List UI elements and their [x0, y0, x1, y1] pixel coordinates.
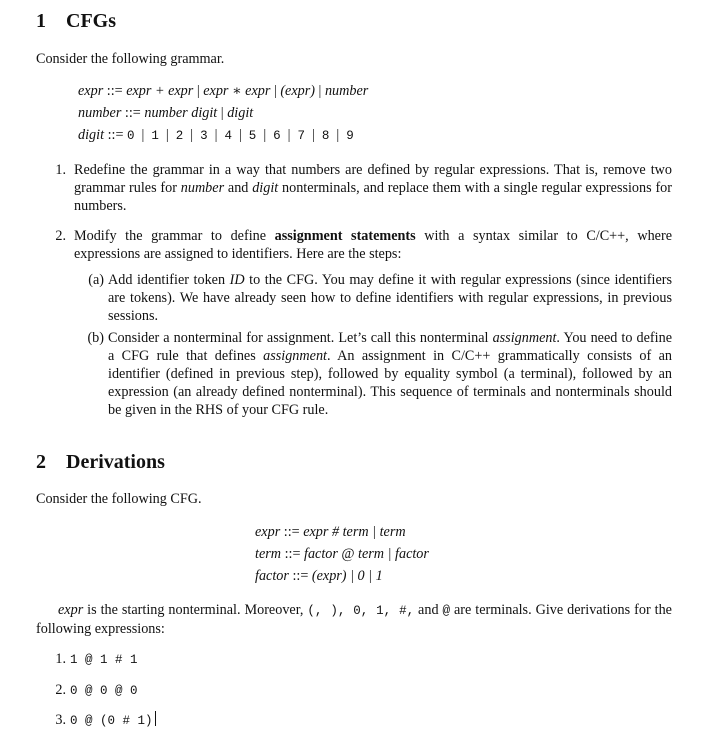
list-item: 1. Redefine the grammar in a way that numbers are defined by regular expressions. That is, remove two grammar rules for number and digit nonterminals, and replace them with a single regular expressions for numbers.: [55, 162, 672, 214]
grammar-rule-term: term ::= factor @ term | factor: [255, 546, 429, 562]
section-1-heading: [36, 9, 116, 33]
grammar-rule-factor: factor ::= (expr) | 0 | 1: [255, 568, 383, 584]
list-item: 3. 0 @ (0 # 1): [46, 711, 156, 730]
section-1-title: CFGs: [66, 10, 116, 32]
sub-item: (a) Add identifier token ID to the CFG. You may define it with regular expressions (since identifiers are tokens). We have already seen how to define identifiers with regular expressions, in previous sessions.: [88, 272, 673, 324]
text-cursor: [155, 711, 157, 726]
list-item: 2. 0 @ 0 @ 0: [55, 682, 138, 698]
section-1-number: 1: [36, 10, 46, 32]
list-item: 1. 1 @ 1 # 1: [55, 651, 138, 667]
grammar-rule-number: number ::= number digit | digit: [78, 105, 254, 121]
section-2-intro: Consider the following CFG.: [36, 491, 202, 507]
section-2-number: 2: [36, 451, 46, 473]
grammar-rule-digit: digit ::= 0 | 1 | 2 | 3 | 4 | 5 | 6 | 7 | 8 | 9: [78, 127, 354, 143]
grammar-1: [78, 80, 368, 146]
section-2-heading: [36, 450, 165, 474]
section-2-title: Derivations: [66, 451, 165, 473]
section-1-intro: Consider the following grammar.: [36, 51, 225, 67]
sub-item: (b) Consider a nonterminal for assignment. Let’s call this nonterminal assignment. You need to define a CFG rule that defines assignment. An assignment in C/C++ grammatically consists of an identifier (defined in previous step), followed by equality symbol (a terminal), followed by an expression (an already defined nonterminal). This sequence of terminals and nonterminals should be given in the RHS of your CFG rule.: [87, 330, 672, 418]
section-1-list: [36, 161, 672, 419]
list-item: 2. Modify the grammar to define assignment statements with a syntax similar to C/C++, where expressions are assigned to identifiers. Here are the steps: (a) Add identifier token ID to the CFG. You may define it with regular expressions (since identifiers are tokens). We have already seen how to define identifiers with regular expressions, in previous sessions. (b) Consider a nonterminal for assignment. Let’s call this nonterminal assignment. You need to define a CFG rule that defines assignment. An assignment in C/C++ grammatically consists of an identifier (defined in previous step), followed by equality symbol (a terminal), followed by an expression (an already defined nonterminal). This sequence of terminals and nonterminals should be given in the RHS of your CFG rule.: [55, 228, 673, 418]
grammar-rule-expr: expr ::= expr # term | term: [255, 524, 406, 540]
grammar-rule-expr: expr ::= expr + expr | expr ∗ expr | (expr) | number: [78, 83, 369, 99]
section-2-paragraph: expr is the starting nonterminal. Moreover, (, ), 0, 1, #, and @ are terminals. Give derivations for the following expressions:: [36, 602, 672, 637]
grammar-2: [255, 521, 429, 587]
